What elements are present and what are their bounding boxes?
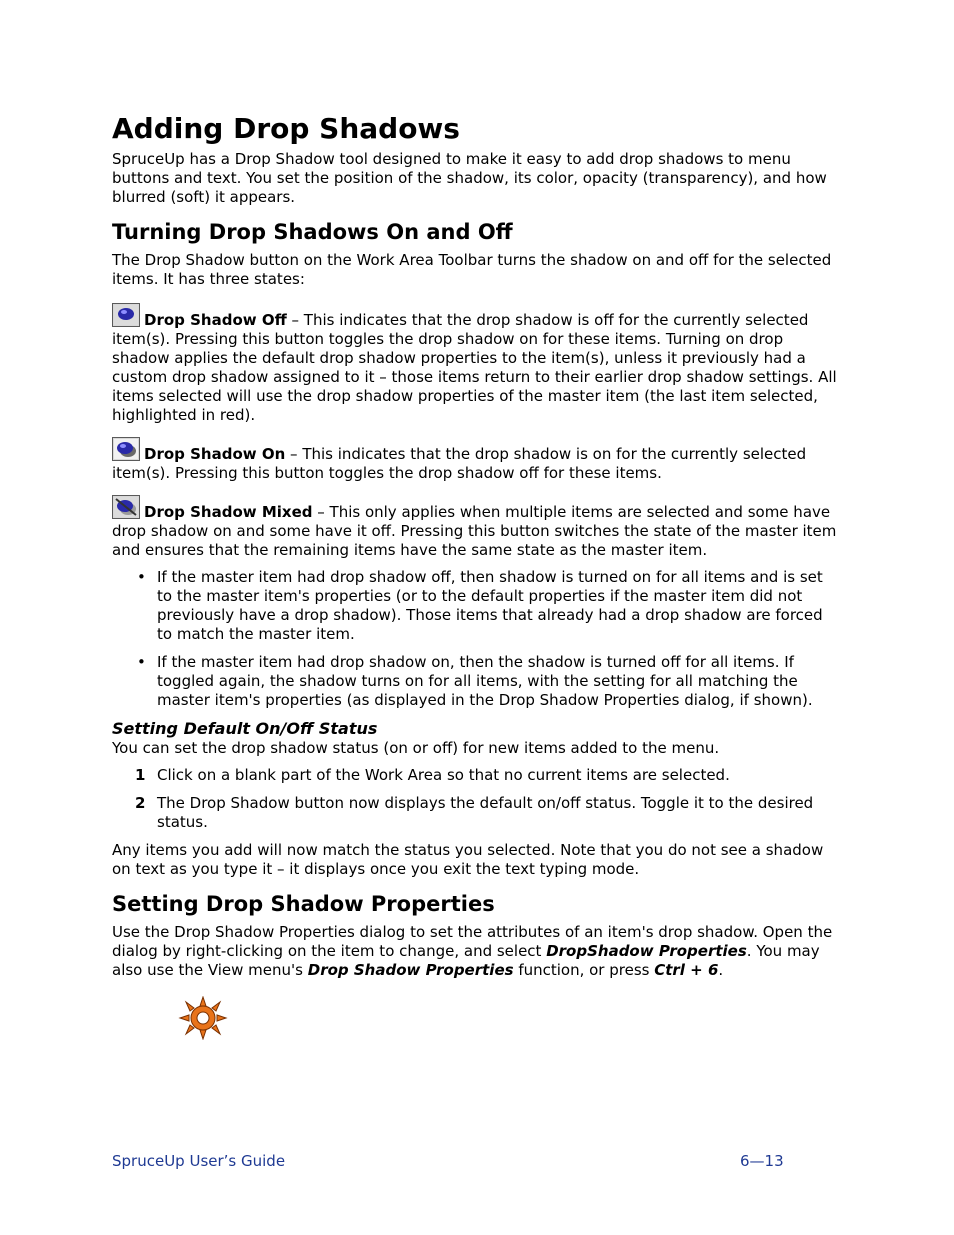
keyboard-shortcut: Ctrl + 6 xyxy=(654,961,719,979)
text-run: Use the Drop Shadow Properties dialog to set the attributes of an item's drop shadow. Open the dialog by right-clicking on the item to change, and select xyxy=(112,923,833,960)
list-item: • If the master item had drop shadow on, then the shadow is turned off for all items. If toggled again, the shadow turns on for all items, with the setting for all matching the master item's properties (as displayed in the Drop Shadow Properties dialog, if shown). xyxy=(112,653,842,710)
section-heading-properties: Setting Drop Shadow Properties xyxy=(112,892,495,916)
step-number: 1 xyxy=(135,766,146,784)
page-title: Adding Drop Shadows xyxy=(112,112,460,145)
state-label: Drop Shadow On xyxy=(144,445,286,463)
tip-sun-icon xyxy=(178,996,228,1044)
list-item: • If the master item had drop shadow off, then shadow is turned on for all items and is set to the master item's properties (or to the default properties if the master item did not previously have a drop shadow). Those items that already had a drop shadow are forced to match the master item. xyxy=(112,568,842,644)
state-drop-shadow-mixed xyxy=(112,495,842,560)
subsection-heading-default-status: Setting Default On/Off Status xyxy=(112,719,378,738)
section-properties-text xyxy=(112,923,842,980)
step-text: The Drop Shadow button now displays the default on/off status. Toggle it to the desired status. xyxy=(157,794,814,831)
after-steps-paragraph: Any items you add will now match the status you selected. Note that you do not see a shadow on text as you type it – it displays once you exit the text typing mode. xyxy=(112,841,824,878)
step-text: Click on a blank part of the Work Area so that no current items are selected. xyxy=(157,766,730,784)
state-drop-shadow-on xyxy=(112,437,842,483)
steps-list xyxy=(112,766,842,832)
footer-page-number: 6—13 xyxy=(740,1152,784,1170)
state-drop-shadow-off xyxy=(112,303,842,425)
menu-command: Drop Shadow Properties xyxy=(307,961,514,979)
menu-command: DropShadow Properties xyxy=(546,942,747,960)
drop-shadow-on-icon xyxy=(112,437,140,461)
state-description: – This only applies when multiple items are selected and some have drop shadow on and some have it off. Pressing this button switches the state of the master item and ensures that the remaining items have the same state as the master item. xyxy=(112,503,837,559)
mixed-behavior-list xyxy=(112,568,842,710)
footer-guide-title: SpruceUp User’s Guide xyxy=(112,1152,286,1170)
section-on-off-text: The Drop Shadow button on the Work Area Toolbar turns the shadow on and off for the selected items. It has three states: xyxy=(112,251,832,288)
text-run: . You may also use the View menu's xyxy=(112,942,820,979)
state-description: – This indicates that the drop shadow is off for the currently selected item(s). Pressing this button toggles the drop shadow on for these items. Turning on drop shadow applies the default drop shadow properties to the item(s), unless it previously had a custom drop shadow assigned to it – those items return to their earlier drop shadow settings. All items selected will use the drop shadow properties of the master item (the last item selected, highlighted in red). xyxy=(112,311,837,424)
state-label: Drop Shadow Mixed xyxy=(144,503,313,521)
drop-shadow-off-icon xyxy=(112,303,140,327)
section-heading-on-off: Turning Drop Shadows On and Off xyxy=(112,220,513,244)
drop-shadow-mixed-icon xyxy=(112,495,140,519)
state-label: Drop Shadow Off xyxy=(144,311,287,329)
text-run: . xyxy=(718,961,724,979)
subsection-text: You can set the drop shadow status (on or off) for new items added to the menu. xyxy=(112,739,720,757)
page-content xyxy=(112,108,842,980)
step-number: 2 xyxy=(135,794,146,812)
list-item xyxy=(112,766,842,785)
state-description: – This indicates that the drop shadow is on for the currently selected item(s). Pressing this button toggles the drop shadow off for these items. xyxy=(112,445,807,482)
intro-paragraph: SpruceUp has a Drop Shadow tool designed to make it easy to add drop shadows to menu buttons and text. You set the position of the shadow, its color, opacity (transparency), and how blurred (soft) it appears. xyxy=(112,150,827,206)
list-item xyxy=(112,794,842,832)
text-run: function, or press xyxy=(513,961,655,979)
